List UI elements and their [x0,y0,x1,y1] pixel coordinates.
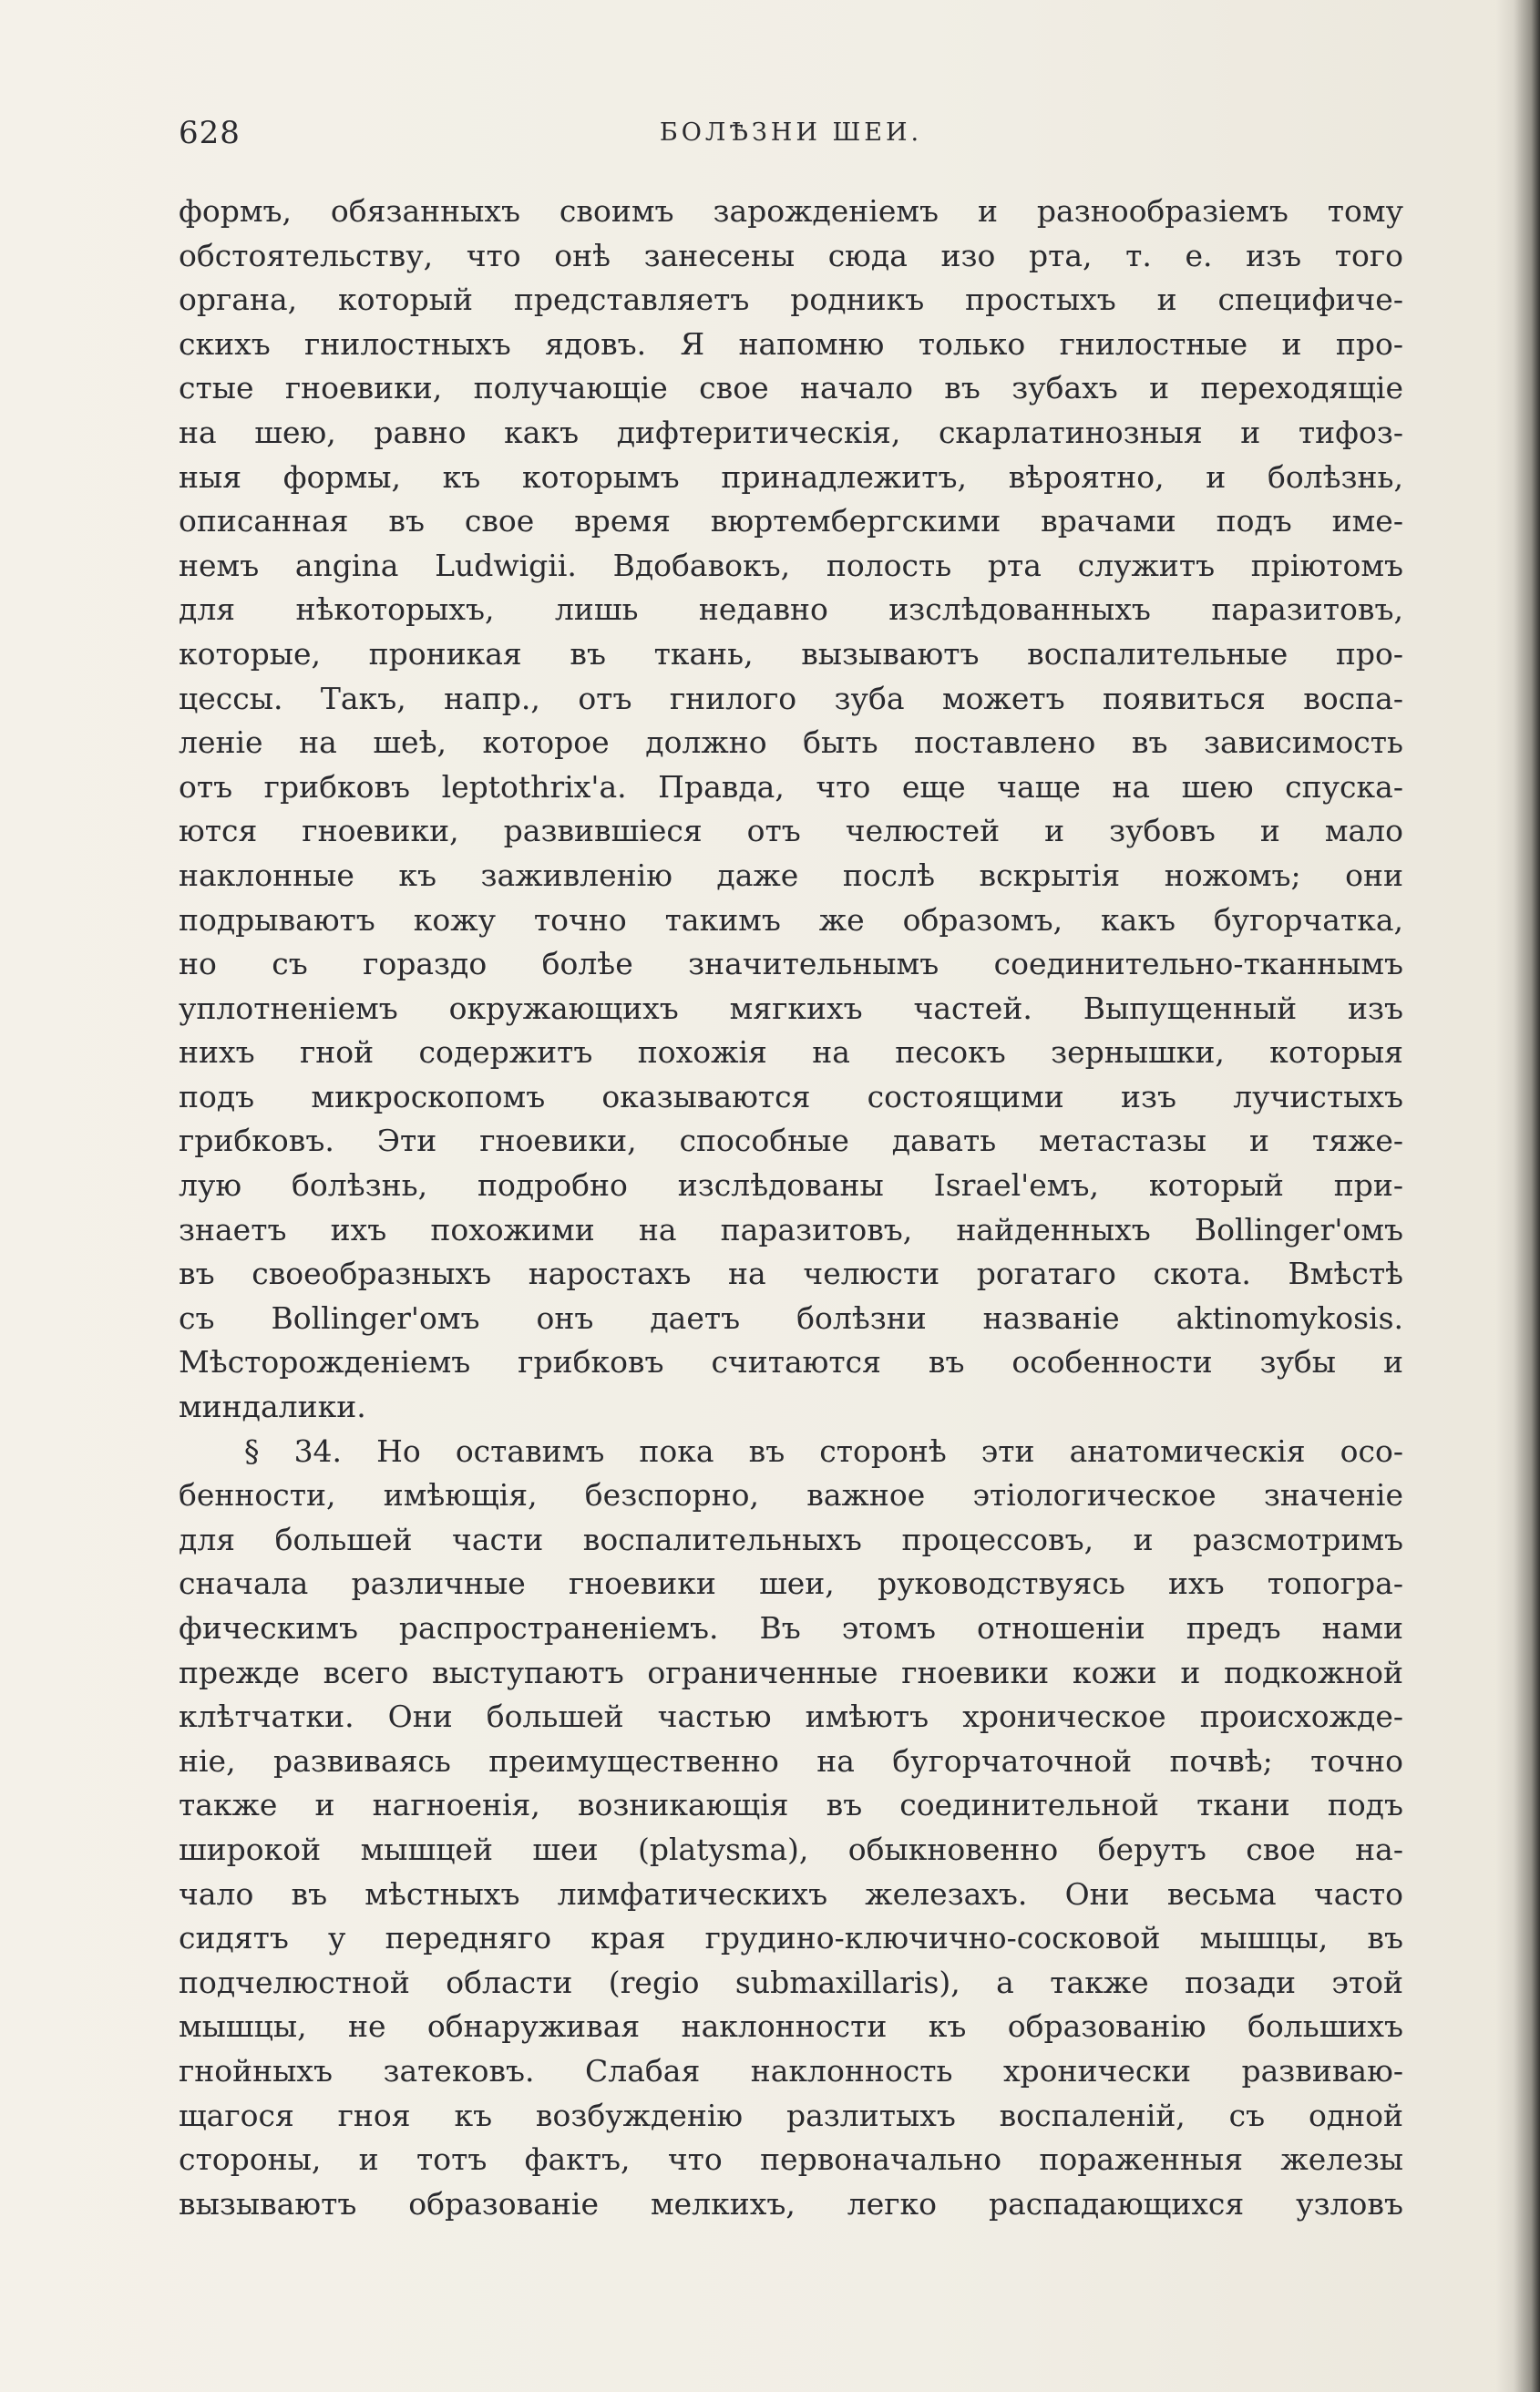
text-line: органа, который представляетъ родникъ простыхъ и специфиче- [179,282,1403,318]
text-line: знаетъ ихъ похожими на паразитовъ, найденныхъ Bollinger'омъ [179,1211,1403,1247]
text-line: грибковъ. Эти гноевики, способные давать метастазы и тяже- [179,1123,1403,1159]
text-line: миндалики. [179,1389,366,1425]
text-line: стые гноевики, получающіе свое начало въ зубахъ и переходящіе [179,370,1403,406]
page-number: 628 [179,115,241,151]
text-line: вызываютъ образованіе мелкихъ, легко распадающихся узловъ [179,2185,1403,2222]
text-line: ются гноевики, развившіеся отъ челюстей и зубовъ и мало [179,813,1403,849]
text-line: но съ гораздо болѣе значительнымъ соединительно-тканнымъ [179,946,1403,982]
text-line: широкой мышцей шеи (platysma), обыкновенно берутъ свое на- [179,1831,1403,1867]
text-line: чало въ мѣстныхъ лимфатическихъ железахъ. Они весьма часто [179,1875,1403,1912]
text-line: гнойныхъ затековъ. Слабая наклонность хронически развиваю- [179,2052,1403,2089]
text-line: подчелюстной области (regio submaxillaris), а также позади этой [179,1964,1403,2000]
text-line: уплотненіемъ окружающихъ мягкихъ частей. Выпущенный изъ [179,990,1403,1026]
text-line: для большей части воспалительныхъ процессовъ, и разсмотримъ [179,1521,1403,1557]
text-line: обстоятельству, что онѣ занесены сюда изо рта, т. е. изъ того [179,237,1403,273]
text-line: въ своеобразныхъ наростахъ на челюсти рогатаго скота. Вмѣстѣ [179,1256,1403,1292]
text-line: немъ angina Ludwigii. Вдобавокъ, полость рта служитъ пріютомъ [179,547,1403,583]
text-line: бенности, имѣющія, безспорно, важное этіологическое значеніе [179,1477,1403,1514]
text-line: прежде всего выступаютъ ограниченные гноевики кожи и подкожной [179,1654,1403,1690]
text-line: для нѣкоторыхъ, лишь недавно изслѣдованныхъ паразитовъ, [179,591,1403,628]
text-line: сначала различные гноевики шеи, руководствуясь ихъ топогра- [179,1566,1403,1602]
text-line: съ Bollinger'омъ онъ даетъ болѣзни названіе aktinomykosis. [179,1299,1403,1336]
text-line: леніе на шеѣ, которое должно быть поставлено въ зависимость [179,724,1403,761]
body-text [179,190,1403,2226]
text-line: ныя формы, къ которымъ принадлежитъ, вѣроятно, и болѣзнь, [179,458,1403,495]
running-head: БОЛѢЗНИ ШЕИ. [659,118,923,147]
text-line: стороны, и тотъ фактъ, что первоначально пораженныя железы [179,2141,1403,2178]
text-line: отъ грибковъ leptothrix'а. Правда, что еще чаще на шею спуска- [179,768,1403,805]
text-line: клѣтчатки. Они большей частью имѣютъ хроническое происхожде- [179,1699,1403,1735]
page-header [179,115,1403,160]
text-line: лую болѣзнь, подробно изслѣдованы Israel'емъ, который при- [179,1167,1403,1204]
text-line: скихъ гнилостныхъ ядовъ. Я напомню только гнилостные и про- [179,325,1403,362]
text-line: Мѣсторожденіемъ грибковъ считаются въ особенности зубы и [179,1344,1403,1381]
book-spine-shadow [1496,0,1540,2392]
text-line: также и нагноенія, возникающія въ соединительной ткани подъ [179,1787,1403,1823]
text-line: цессы. Такъ, напр., отъ гнилого зуба можетъ появиться воспа- [179,680,1403,716]
text-line: ніе, развиваясь преимущественно на бугорчаточной почвѣ; точно [179,1742,1403,1779]
section-start-line: § 34. Но оставимъ пока въ сторонѣ эти анатомическія осо- [244,1432,1403,1469]
text-line: сидятъ у передняго края грудино-ключично-сосковой мышцы, въ [179,1920,1403,1956]
text-line: которые, проникая въ ткань, вызываютъ воспалительные про- [179,635,1403,672]
text-line: щагося гноя къ возбужденію разлитыхъ воспаленій, съ одной [179,2097,1403,2133]
text-line: подъ микроскопомъ оказываются состоящими изъ лучистыхъ [179,1078,1403,1114]
text-line: фическимъ распространеніемъ. Въ этомъ отношеніи предъ нами [179,1610,1403,1646]
text-line: нихъ гной содержитъ похожія на песокъ зернышки, которыя [179,1034,1403,1071]
text-line: описанная въ свое время вюртембергскими врачами подъ име- [179,503,1403,539]
text-line: мышцы, не обнаруживая наклонности къ образованію большихъ [179,2008,1403,2045]
text-line: на шею, равно какъ дифтеритическія, скарлатинозныя и тифоз- [179,414,1403,450]
text-line: формъ, обязанныхъ своимъ зарожденіемъ и разнообразіемъ тому [179,193,1403,229]
text-line: наклонные къ заживленію даже послѣ вскрытія ножомъ; они [179,857,1403,893]
text-line: подрываютъ кожу точно такимъ же образомъ, какъ бугорчатка, [179,901,1403,938]
